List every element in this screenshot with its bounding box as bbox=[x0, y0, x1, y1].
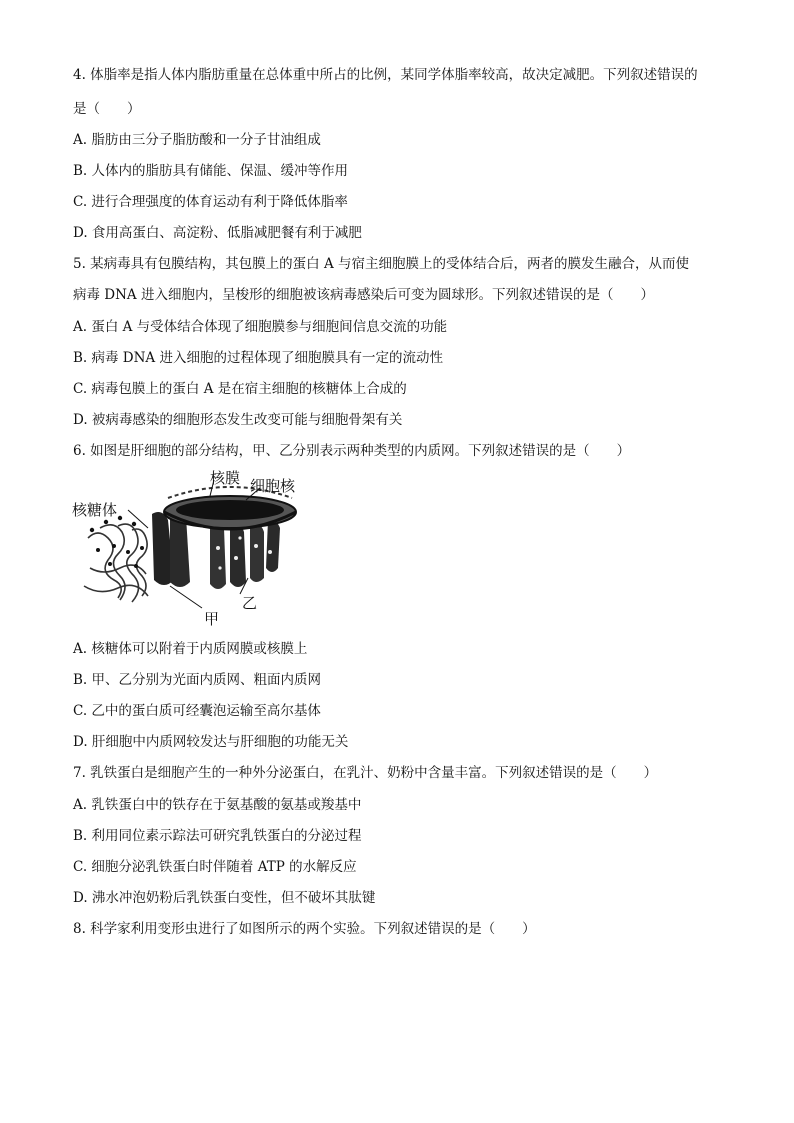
label-jia: 甲 bbox=[204, 610, 220, 628]
label-ribosome: 核糖体 bbox=[72, 501, 118, 519]
ribosome-dots bbox=[90, 516, 144, 568]
question-4-option-b: B. 人体内的脂肪具有储能、保温、缓冲等作用 bbox=[73, 163, 349, 179]
label-yi: 乙 bbox=[242, 594, 258, 612]
smooth-er-tubes bbox=[84, 524, 148, 602]
question-5-option-c: C. 病毒包膜上的蛋白 A 是在宿主细胞的核糖体上合成的 bbox=[73, 381, 407, 397]
label-nuclear-membrane: 核膜 bbox=[210, 469, 241, 487]
question-5-option-b: B. 病毒 DNA 进入细胞的过程体现了细胞膜具有一定的流动性 bbox=[73, 350, 443, 366]
liver-cell-er-figure bbox=[70, 468, 320, 628]
question-7-stem: 7. 乳铁蛋白是细胞产生的一种外分泌蛋白，在乳汁、奶粉中含量丰富。下列叙述错误的是（ ） bbox=[73, 765, 658, 781]
question-6-option-a: A. 核糖体可以附着于内质网膜或核膜上 bbox=[73, 641, 308, 657]
question-4-option-c: C. 进行合理强度的体育运动有利于降低体脂率 bbox=[73, 194, 348, 210]
er-diagram-drawing bbox=[70, 468, 320, 628]
question-6-option-d: D. 肝细胞中内质网较发达与肝细胞的功能无关 bbox=[73, 734, 349, 750]
question-8-stem: 8. 科学家利用变形虫进行了如图所示的两个实验。下列叙述错误的是（ ） bbox=[73, 921, 536, 937]
question-7-option-d: D. 沸水冲泡奶粉后乳铁蛋白变性，但不破坏其肽键 bbox=[73, 890, 376, 906]
question-5-stem-cont: 病毒 DNA 进入细胞内，呈梭形的细胞被该病毒感染后可变为圆球形。下列叙述错误的是（ ） bbox=[73, 287, 654, 303]
question-5-option-d: D. 被病毒感染的细胞形态发生改变可能与细胞骨架有关 bbox=[73, 412, 403, 428]
label-nucleus: 细胞核 bbox=[250, 477, 296, 495]
question-7-option-c: C. 细胞分泌乳铁蛋白时伴随着 ATP 的水解反应 bbox=[73, 859, 357, 875]
question-5-stem: 5. 某病毒具有包膜结构，其包膜上的蛋白 A 与宿主细胞膜上的受体结合后，两者的膜发生融合，从而使 bbox=[73, 256, 690, 272]
question-7-option-b: B. 利用同位素示踪法可研究乳铁蛋白的分泌过程 bbox=[73, 828, 362, 844]
question-4-option-d: D. 食用高蛋白、高淀粉、低脂减肥餐有利于减肥 bbox=[73, 225, 362, 241]
question-4-stem-cont: 是（ ） bbox=[73, 101, 141, 117]
question-5-option-a: A. 蛋白 A 与受体结合体现了细胞膜参与细胞间信息交流的功能 bbox=[73, 319, 448, 335]
question-7-option-a: A. 乳铁蛋白中的铁存在于氨基酸的氨基或羧基中 bbox=[73, 797, 362, 813]
question-4-stem: 4. 体脂率是指人体内脂肪重量在总体重中所占的比例，某同学体脂率较高，故决定减肥。下列叙述错误的 bbox=[73, 67, 698, 83]
question-6-option-c: C. 乙中的蛋白质可经囊泡运输至高尔基体 bbox=[73, 703, 321, 719]
question-4-option-a: A. 脂肪由三分子脂肪酸和一分子甘油组成 bbox=[73, 132, 321, 148]
question-6-stem: 6. 如图是肝细胞的部分结构，甲、乙分别表示两种类型的内质网。下列叙述错误的是（ ） bbox=[73, 443, 631, 459]
question-6-option-b: B. 甲、乙分别为光面内质网、粗面内质网 bbox=[73, 672, 322, 688]
